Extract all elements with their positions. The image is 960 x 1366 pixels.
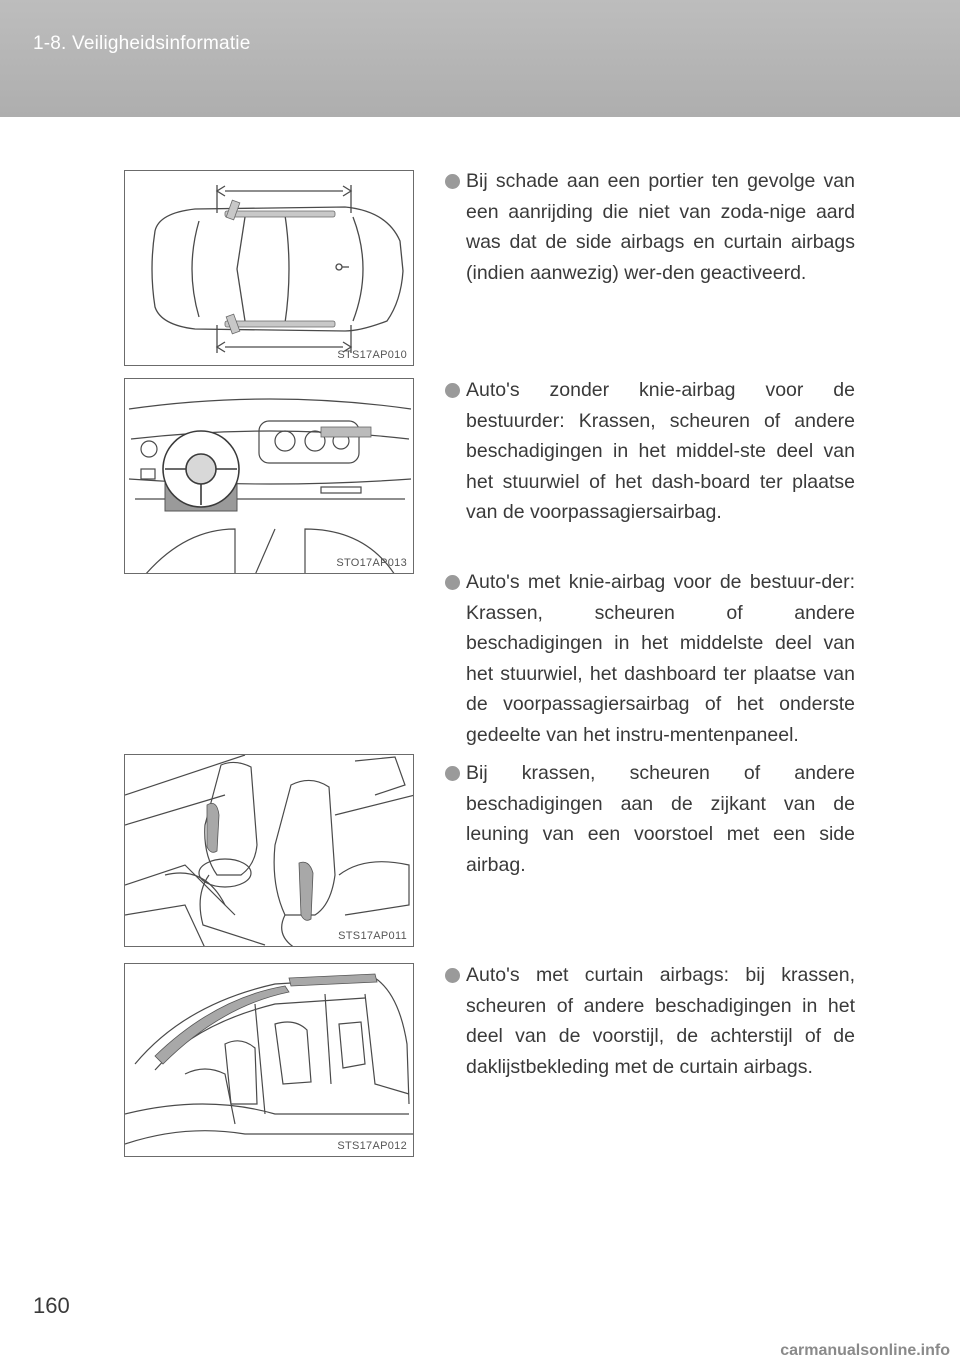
bullet-icon xyxy=(445,968,460,983)
bullet-icon xyxy=(445,174,460,189)
curtain-airbag-interior-icon xyxy=(125,964,414,1157)
bullet-icon xyxy=(445,383,460,398)
bullet-item-curtain-airbags xyxy=(445,960,855,1082)
page-number: 160 xyxy=(33,1293,70,1318)
bullet-item-knee-airbag xyxy=(445,567,855,750)
bullet-text: Auto's met curtain airbags: bij krassen, scheuren of andere beschadigingen in het deel van de voorstijl, de achterstijl of de daklijstbekleding met de curtain airbags. xyxy=(466,964,855,1078)
bullet-item-door-damage xyxy=(445,166,855,288)
figure-curtain-airbags xyxy=(124,963,414,1157)
figure-car-top-view xyxy=(124,170,414,366)
bullet-text: Bij schade aan een portier ten gevolge van een aanrijding die niet van zoda-nige aard was dat de side airbags en curtain airbags (indien aanwezig) wer-den geactiveerd. xyxy=(466,170,855,284)
figure-code: STS17AP011 xyxy=(338,930,407,942)
bullet-text: Bij krassen, scheuren of andere beschadigingen aan de zijkant van de leuning van een voorstoel met een side airbag. xyxy=(466,762,855,876)
figure-front-seats xyxy=(124,754,414,947)
watermark-link[interactable]: carmanualsonline.info xyxy=(780,1342,950,1359)
header-band xyxy=(0,0,960,117)
bullet-text: Auto's met knie-airbag voor de bestuur-der: Krassen, scheuren of andere beschadigingen in het middelste deel van het stuurwiel, het dashboard ter plaatse van de voorpassagiersairbag of het onderste gedeelte van het instru-mentenpaneel. xyxy=(466,571,855,746)
dashboard-steering-wheel-icon xyxy=(125,379,414,574)
bullet-item-no-knee-airbag xyxy=(445,375,855,528)
bullet-text: Auto's zonder knie-airbag voor de bestuurder: Krassen, scheuren of andere beschadigingen in het middel-ste deel van het stuurwiel of het dash-board ter plaatse van de voorpassagiersairbag. xyxy=(466,379,855,523)
front-seats-side-airbag-icon xyxy=(125,755,414,947)
section-title: 1-8. Veiligheidsinformatie xyxy=(33,33,251,54)
figure-code: STS17AP012 xyxy=(337,1140,407,1152)
figure-code: STS17AP010 xyxy=(337,349,407,361)
figure-dashboard xyxy=(124,378,414,574)
bullet-icon xyxy=(445,575,460,590)
figure-code: STO17AP013 xyxy=(336,557,407,569)
car-top-view-icon xyxy=(125,171,414,366)
bullet-icon xyxy=(445,766,460,781)
bullet-item-seat-side-airbag xyxy=(445,758,855,880)
